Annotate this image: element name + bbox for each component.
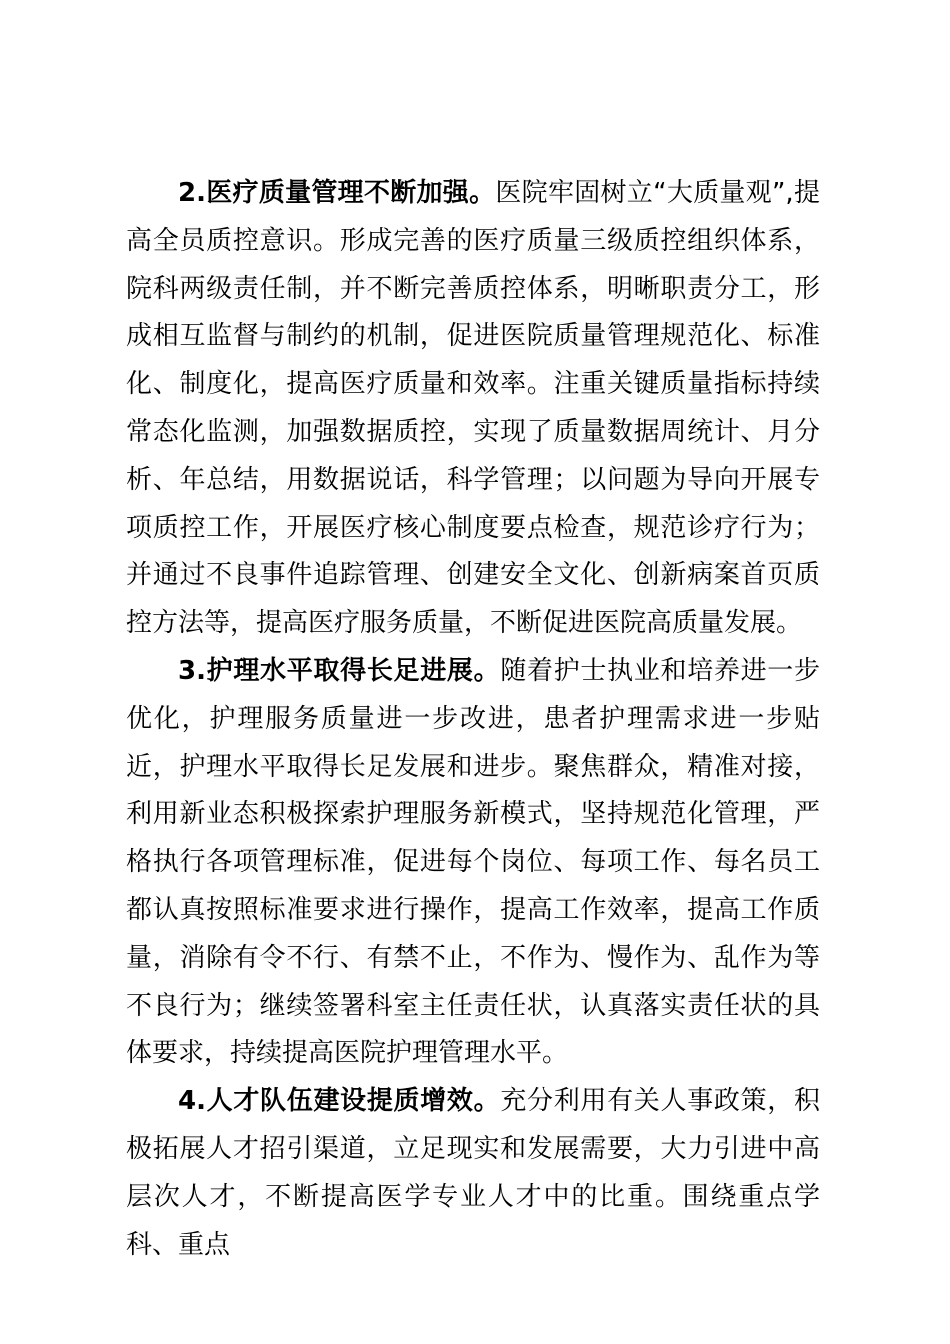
paragraph-talent-team (126, 1078, 820, 1269)
paragraph-text: 随着护士执业和培养进一步优化，护理服务质量进一步改进，患者护理需求进一步贴近，护理水平取得长足发展和进步。聚焦群众，精准对接，利用新业态积极探索护理服务新模式，坚持规范化管理，严格执行各项管理标准，促进每个岗位、每项工作、每名员工都认真按照标准要求进行操作，提高工作效率，提高工作质量，消除有令不行、有禁不止，不作为、慢作为、乱作为等不良行为；继续签署科室主任责任状，认真落实责任状的具体要求，持续提高医院护理管理水平。 (126, 655, 820, 1069)
paragraph-medical-quality (126, 170, 820, 648)
document-body (126, 170, 820, 1269)
paragraph-heading: 2.医疗质量管理不断加强。 (178, 178, 496, 208)
paragraph-heading: 3.护理水平取得长足进展。 (178, 655, 501, 686)
paragraph-nursing-level (126, 648, 820, 1078)
paragraph-heading: 4.人才队伍建设提质增效。 (178, 1086, 501, 1117)
paragraph-text: 充分利用有关人事政策，积极拓展人才招引渠道，立足现实和发展需要，大力引进中高层次人才，不断提高医学专业人才中的比重。围绕重点学科、重点 (126, 1086, 820, 1260)
paragraph-text: 医院牢固树立“大质量观”,提高全员质控意识。形成完善的医疗质量三级质控组织体系，院科两级责任制，并不断完善质控体系，明晰职责分工，形成相互监督与制约的机制，促进医院质量管理规范化、标准化、制度化，提高医疗质量和效率。注重关键质量指标持续常态化监测，加强数据质控，实现了质量数据周统计、月分析、年总结，用数据说话，科学管理；以问题为导向开展专项质控工作，开展医疗核心制度要点检查，规范诊疗行为；并通过不良事件追踪管理、创建安全文化、创新病案首页质控方法等，提高医疗服务质量，不断促进医院高质量发展。 (126, 178, 820, 639)
